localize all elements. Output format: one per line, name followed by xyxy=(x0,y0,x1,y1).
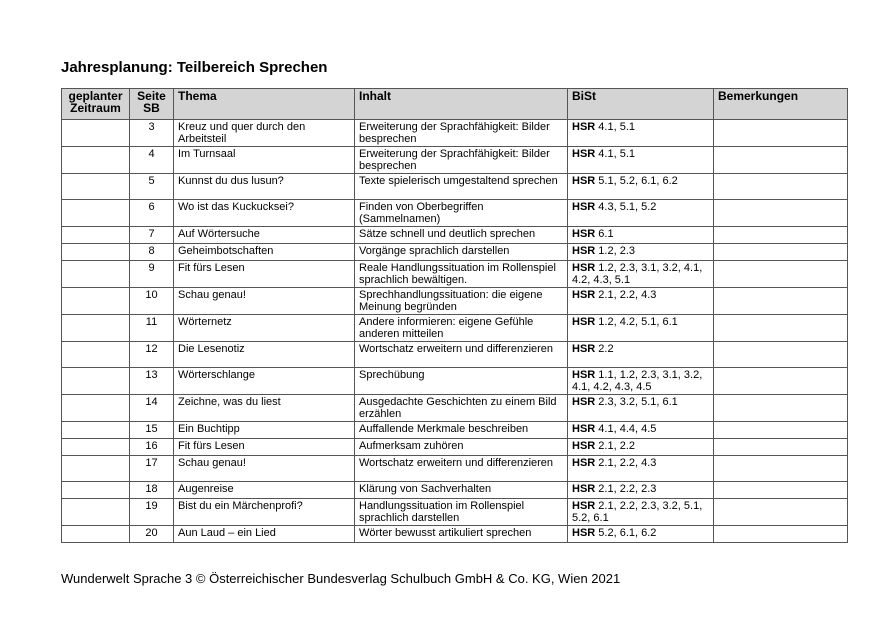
table-row xyxy=(62,174,848,200)
cell-zeitraum xyxy=(62,422,130,439)
bist-values: 2.1, 2.2, 2.3, 3.2, 5.1, 5.2, 6.1 xyxy=(572,500,703,524)
cell-zeitraum xyxy=(62,227,130,244)
cell-thema: Fit fürs Lesen xyxy=(174,261,355,288)
table-row xyxy=(62,395,848,422)
table-body xyxy=(62,120,848,543)
cell-thema: Kunnst du dus lusun? xyxy=(174,174,355,200)
header-thema: Thema xyxy=(174,89,355,120)
bist-prefix: HSR xyxy=(572,343,596,355)
cell-bemerkungen xyxy=(714,482,848,499)
cell-bemerkungen xyxy=(714,499,848,526)
cell-bemerkungen xyxy=(714,342,848,368)
bist-values: 5.2, 6.1, 6.2 xyxy=(598,527,657,539)
cell-zeitraum xyxy=(62,499,130,526)
cell-bist xyxy=(568,456,714,482)
table-row xyxy=(62,227,848,244)
bist-prefix: HSR xyxy=(572,121,596,133)
bist-values: 6.1 xyxy=(598,228,614,240)
cell-bist xyxy=(568,200,714,227)
cell-inhalt: Wortschatz erweitern und differenzieren xyxy=(355,456,568,482)
bist-prefix: HSR xyxy=(572,175,596,187)
cell-thema: Bist du ein Märchenprofi? xyxy=(174,499,355,526)
cell-zeitraum xyxy=(62,200,130,227)
cell-inhalt: Erweiterung der Sprachfähigkeit: Bilder besprechen xyxy=(355,120,568,147)
bist-prefix: HSR xyxy=(572,148,596,160)
bist-prefix: HSR xyxy=(572,289,596,301)
bist-values: 4.1, 4.4, 4.5 xyxy=(598,423,657,435)
bist-values: 1.2, 2.3 xyxy=(598,245,635,257)
cell-inhalt: Vorgänge sprachlich darstellen xyxy=(355,244,568,261)
cell-bemerkungen xyxy=(714,456,848,482)
bist-prefix: HSR xyxy=(572,500,596,512)
cell-seite: 11 xyxy=(130,315,174,342)
cell-seite: 9 xyxy=(130,261,174,288)
cell-bist xyxy=(568,368,714,395)
cell-thema: Auf Wörtersuche xyxy=(174,227,355,244)
cell-seite: 4 xyxy=(130,147,174,174)
cell-inhalt: Klärung von Sachverhalten xyxy=(355,482,568,499)
cell-bist xyxy=(568,147,714,174)
cell-bemerkungen xyxy=(714,315,848,342)
cell-thema: Ein Buchtipp xyxy=(174,422,355,439)
cell-zeitraum xyxy=(62,244,130,261)
cell-bemerkungen xyxy=(714,395,848,422)
cell-thema: Wörternetz xyxy=(174,315,355,342)
cell-inhalt: Reale Handlungssituation im Rollenspiel sprachlich bewältigen. xyxy=(355,261,568,288)
cell-seite: 10 xyxy=(130,288,174,315)
cell-inhalt: Finden von Oberbegriffen (Sammelnamen) xyxy=(355,200,568,227)
cell-thema: Schau genau! xyxy=(174,288,355,315)
cell-bemerkungen xyxy=(714,244,848,261)
bist-prefix: HSR xyxy=(572,369,596,381)
cell-zeitraum xyxy=(62,482,130,499)
bist-values: 5.1, 5.2, 6.1, 6.2 xyxy=(598,175,678,187)
cell-zeitraum xyxy=(62,526,130,543)
bist-values: 1.1, 1.2, 2.3, 3.1, 3.2, 4.1, 4.2, 4.3, 4.5 xyxy=(572,369,703,393)
cell-bist xyxy=(568,244,714,261)
header-bist: BiSt xyxy=(568,89,714,120)
cell-seite: 7 xyxy=(130,227,174,244)
bist-values: 2.3, 3.2, 5.1, 6.1 xyxy=(598,396,678,408)
bist-prefix: HSR xyxy=(572,201,596,213)
cell-thema: Augenreise xyxy=(174,482,355,499)
cell-thema: Geheimbotschaften xyxy=(174,244,355,261)
bist-values: 2.1, 2.2 xyxy=(598,440,635,452)
cell-thema: Wörterschlange xyxy=(174,368,355,395)
bist-prefix: HSR xyxy=(572,527,596,539)
table-row xyxy=(62,526,848,543)
cell-bemerkungen xyxy=(714,288,848,315)
cell-inhalt: Ausgedachte Geschichten zu einem Bild erzählen xyxy=(355,395,568,422)
table-header-row xyxy=(62,89,848,120)
cell-zeitraum xyxy=(62,147,130,174)
bist-values: 2.1, 2.2, 2.3 xyxy=(598,483,657,495)
cell-bemerkungen xyxy=(714,439,848,456)
bist-prefix: HSR xyxy=(572,262,596,274)
cell-inhalt: Erweiterung der Sprachfähigkeit: Bilder besprechen xyxy=(355,147,568,174)
cell-inhalt: Sprechhandlungssituation: die eigene Meinung begründen xyxy=(355,288,568,315)
cell-inhalt: Sätze schnell und deutlich sprechen xyxy=(355,227,568,244)
table-row xyxy=(62,315,848,342)
cell-zeitraum xyxy=(62,174,130,200)
cell-bist xyxy=(568,227,714,244)
bist-prefix: HSR xyxy=(572,440,596,452)
cell-zeitraum xyxy=(62,342,130,368)
bist-values: 2.1, 2.2, 4.3 xyxy=(598,289,657,301)
header-zeitraum: geplanter Zeitraum xyxy=(62,89,130,120)
bist-prefix: HSR xyxy=(572,396,596,408)
cell-bemerkungen xyxy=(714,261,848,288)
bist-prefix: HSR xyxy=(572,316,596,328)
cell-zeitraum xyxy=(62,120,130,147)
cell-seite: 18 xyxy=(130,482,174,499)
bist-values: 4.1, 5.1 xyxy=(598,148,635,160)
planning-table xyxy=(61,88,848,543)
table-row xyxy=(62,439,848,456)
cell-bemerkungen xyxy=(714,120,848,147)
cell-zeitraum xyxy=(62,315,130,342)
footer-copyright: Wunderwelt Sprache 3 © Österreichischer Bundesverlag Schulbuch GmbH & Co. KG, Wien 2021 xyxy=(61,571,621,586)
bist-values: 2.2 xyxy=(598,343,614,355)
cell-bist xyxy=(568,261,714,288)
page-title: Jahresplanung: Teilbereich Sprechen xyxy=(61,59,328,76)
cell-thema: Wo ist das Kuckucksei? xyxy=(174,200,355,227)
table-row xyxy=(62,422,848,439)
cell-bist xyxy=(568,315,714,342)
cell-inhalt: Wörter bewusst artikuliert sprechen xyxy=(355,526,568,543)
cell-inhalt: Sprechübung xyxy=(355,368,568,395)
cell-zeitraum xyxy=(62,288,130,315)
cell-inhalt: Wortschatz erweitern und differenzieren xyxy=(355,342,568,368)
cell-inhalt: Handlungssituation im Rollenspiel sprachlich darstellen xyxy=(355,499,568,526)
cell-thema: Zeichne, was du liest xyxy=(174,395,355,422)
table-row xyxy=(62,482,848,499)
bist-prefix: HSR xyxy=(572,457,596,469)
bist-values: 2.1, 2.2, 4.3 xyxy=(598,457,657,469)
header-seite: Seite SB xyxy=(130,89,174,120)
bist-values: 1.2, 4.2, 5.1, 6.1 xyxy=(598,316,678,328)
cell-seite: 12 xyxy=(130,342,174,368)
cell-inhalt: Aufmerksam zuhören xyxy=(355,439,568,456)
bist-prefix: HSR xyxy=(572,245,596,257)
cell-zeitraum xyxy=(62,261,130,288)
cell-seite: 19 xyxy=(130,499,174,526)
header-bemerkungen: Bemerkungen xyxy=(714,89,848,120)
cell-thema: Schau genau! xyxy=(174,456,355,482)
bist-values: 4.1, 5.1 xyxy=(598,121,635,133)
cell-seite: 16 xyxy=(130,439,174,456)
cell-bemerkungen xyxy=(714,147,848,174)
table-row xyxy=(62,244,848,261)
bist-values: 4.3, 5.1, 5.2 xyxy=(598,201,657,213)
cell-bist xyxy=(568,288,714,315)
cell-seite: 3 xyxy=(130,120,174,147)
bist-prefix: HSR xyxy=(572,228,596,240)
table-row xyxy=(62,120,848,147)
table-row xyxy=(62,368,848,395)
header-inhalt: Inhalt xyxy=(355,89,568,120)
cell-thema: Kreuz und quer durch den Arbeitsteil xyxy=(174,120,355,147)
cell-seite: 8 xyxy=(130,244,174,261)
table-row xyxy=(62,261,848,288)
cell-bist xyxy=(568,120,714,147)
bist-prefix: HSR xyxy=(572,483,596,495)
cell-bemerkungen xyxy=(714,526,848,543)
cell-inhalt: Texte spielerisch umgestaltend sprechen xyxy=(355,174,568,200)
cell-thema: Die Lesenotiz xyxy=(174,342,355,368)
cell-seite: 20 xyxy=(130,526,174,543)
cell-thema: Im Turnsaal xyxy=(174,147,355,174)
cell-bist xyxy=(568,499,714,526)
cell-inhalt: Auffallende Merkmale beschreiben xyxy=(355,422,568,439)
cell-seite: 15 xyxy=(130,422,174,439)
table-row xyxy=(62,200,848,227)
cell-zeitraum xyxy=(62,395,130,422)
cell-seite: 5 xyxy=(130,174,174,200)
cell-bemerkungen xyxy=(714,368,848,395)
cell-thema: Fit fürs Lesen xyxy=(174,439,355,456)
bist-values: 1.2, 2.3, 3.1, 3.2, 4.1, 4.2, 4.3, 5.1 xyxy=(572,262,703,286)
cell-bist xyxy=(568,526,714,543)
cell-bist xyxy=(568,439,714,456)
table-row xyxy=(62,499,848,526)
cell-seite: 13 xyxy=(130,368,174,395)
cell-bist xyxy=(568,422,714,439)
table-row xyxy=(62,147,848,174)
cell-bist xyxy=(568,395,714,422)
cell-bemerkungen xyxy=(714,200,848,227)
cell-seite: 17 xyxy=(130,456,174,482)
cell-inhalt: Andere informieren: eigene Gefühle anderen mitteilen xyxy=(355,315,568,342)
bist-prefix: HSR xyxy=(572,423,596,435)
cell-zeitraum xyxy=(62,456,130,482)
cell-thema: Aun Laud – ein Lied xyxy=(174,526,355,543)
cell-zeitraum xyxy=(62,439,130,456)
cell-zeitraum xyxy=(62,368,130,395)
cell-bist xyxy=(568,342,714,368)
cell-bemerkungen xyxy=(714,422,848,439)
cell-bemerkungen xyxy=(714,174,848,200)
cell-bemerkungen xyxy=(714,227,848,244)
cell-seite: 14 xyxy=(130,395,174,422)
table-row xyxy=(62,342,848,368)
table-row xyxy=(62,456,848,482)
cell-seite: 6 xyxy=(130,200,174,227)
cell-bist xyxy=(568,482,714,499)
table-row xyxy=(62,288,848,315)
cell-bist xyxy=(568,174,714,200)
